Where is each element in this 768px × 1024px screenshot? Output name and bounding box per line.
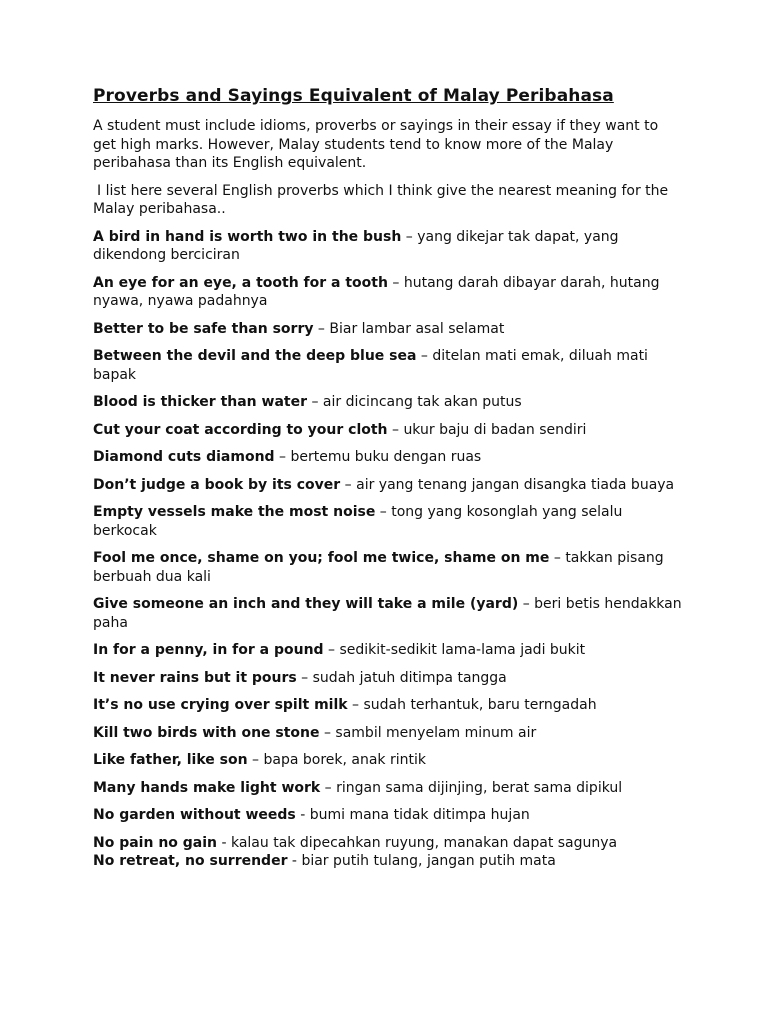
proverb-entry [93, 724, 683, 743]
separator: - [217, 834, 231, 851]
proverb-entry [93, 476, 683, 495]
english-proverb: Like father, like son [93, 752, 248, 768]
malay-peribahasa: ringan sama dijinjing, berat sama dipikul [336, 779, 623, 796]
malay-peribahasa: bertemu buku dengan ruas [290, 449, 482, 465]
proverb-entry [93, 852, 683, 871]
separator: – [518, 596, 535, 612]
english-proverb: No pain no gain [93, 834, 218, 851]
malay-peribahasa: sambil menyelam minum air [335, 724, 537, 741]
separator: - [287, 853, 302, 869]
separator: – [320, 779, 337, 796]
english-proverb: It’s no use crying over spilt milk [93, 697, 348, 713]
malay-peribahasa: ditelan mati emak, diluah mati bapak [93, 348, 648, 383]
proverb-entry [93, 228, 683, 265]
separator: – [340, 476, 357, 493]
english-proverb: Better to be safe than sorry [93, 320, 314, 337]
proverb-entry [93, 779, 683, 798]
malay-peribahasa: Biar lambar asal selamat [329, 320, 505, 337]
separator: – [274, 449, 291, 465]
malay-peribahasa: bapa borek, anak rintik [263, 752, 426, 768]
separator: – [375, 504, 392, 520]
separator: – [296, 669, 313, 686]
malay-peribahasa: air dicincang tak akan putus [322, 394, 522, 410]
english-proverb: It never rains but it pours [93, 669, 297, 686]
separator: – [549, 550, 566, 566]
proverb-entry [93, 751, 683, 770]
separator: – [347, 697, 364, 713]
english-proverb: Blood is thicker than water [93, 394, 307, 410]
intro-paragraph: A student must include idioms, proverbs or sayings in their essay if they want to get high marks. However, Malay students tend to know more of the Malay peribahasa than its English equivalent. [93, 118, 659, 171]
english-proverb: In for a penny, in for a pound [93, 642, 324, 658]
proverb-entry [93, 834, 683, 853]
separator: – [323, 642, 340, 658]
malay-peribahasa: yang dikejar tak dapat, yang dikendong berciciran [93, 228, 619, 263]
separator: – [387, 421, 404, 438]
separator: – [319, 724, 336, 741]
proverb-entry [93, 641, 683, 660]
separator: – [387, 274, 404, 291]
proverb-entry [93, 347, 683, 384]
document-title: Proverbs and Sayings Equivalent of Malay Peribahasa [93, 86, 614, 106]
malay-peribahasa: beri betis hendakkan paha [93, 596, 682, 631]
proverb-entry [93, 503, 683, 540]
malay-peribahasa: hutang darah dibayar darah, hutang nyawa, nyawa padahnya [93, 274, 660, 309]
proverb-entry [93, 421, 683, 440]
malay-peribahasa: takkan pisang berbuah dua kali [93, 550, 664, 585]
english-proverb: A bird in hand is worth two in the bush [93, 228, 402, 245]
proverb-entry [93, 320, 683, 339]
malay-peribahasa: biar putih tulang, jangan putih mata [301, 853, 556, 869]
english-proverb: Don’t judge a book by its cover [93, 476, 341, 493]
separator: – [307, 394, 323, 410]
proverb-entry [93, 448, 683, 467]
malay-peribahasa: kalau tak dipecahkan ruyung, manakan dapat sagunya [230, 834, 618, 851]
proverb-entry [93, 806, 683, 825]
english-proverb: Kill two birds with one stone [93, 724, 320, 741]
english-proverb: Cut your coat according to your cloth [93, 421, 388, 438]
separator: – [247, 752, 264, 768]
proverb-list [93, 228, 683, 871]
english-proverb: Empty vessels make the most noise [93, 504, 376, 520]
malay-peribahasa: tong yang kosonglah yang selalu berkocak [93, 504, 623, 539]
malay-peribahasa: ukur baju di badan sendiri [403, 421, 587, 438]
english-proverb: No retreat, no surrender [93, 853, 288, 869]
intro-paragraph-2: I list here several English proverbs which I think give the nearest meaning for the Malay peribahasa.. [93, 182, 669, 217]
malay-peribahasa: sudah terhantuk, baru terngadah [363, 697, 597, 713]
separator: – [416, 348, 433, 364]
proverb-entry [93, 669, 683, 688]
english-proverb: Many hands make light work [93, 779, 321, 796]
english-proverb: Fool me once, shame on you; fool me twice, shame on me [93, 550, 550, 566]
proverb-entry [93, 393, 683, 412]
proverb-entry [93, 549, 683, 586]
english-proverb: Give someone an inch and they will take a mile (yard) [93, 596, 519, 612]
english-proverb: An eye for an eye, a tooth for a tooth [93, 274, 388, 291]
malay-peribahasa: sedikit-sedikit lama-lama jadi bukit [339, 642, 586, 658]
malay-peribahasa: bumi mana tidak ditimpa hujan [309, 807, 530, 823]
malay-peribahasa: air yang tenang jangan disangka tiada buaya [356, 476, 675, 493]
malay-peribahasa: sudah jatuh ditimpa tangga [312, 669, 507, 686]
separator: - [295, 807, 310, 823]
english-proverb: No garden without weeds [93, 807, 296, 823]
document-page [93, 84, 683, 880]
english-proverb: Diamond cuts diamond [93, 449, 275, 465]
proverb-entry [93, 595, 683, 632]
english-proverb: Between the devil and the deep blue sea [93, 348, 417, 364]
proverb-entry [93, 696, 683, 715]
separator: – [401, 228, 418, 245]
proverb-entry [93, 274, 683, 311]
separator: – [313, 320, 330, 337]
